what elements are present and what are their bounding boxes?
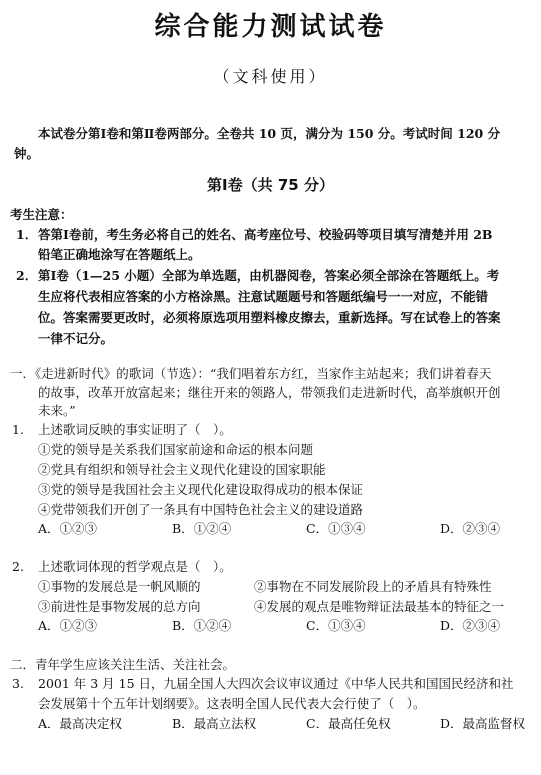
statement-item: ③党的领导是我国社会主义现代化建设取得成功的根本保证 — [38, 482, 364, 497]
section2-heading: 二．青年学生应该关注生活、关注社会。 — [10, 657, 236, 672]
choice-b[interactable]: B．①②④ — [172, 521, 232, 536]
note-line: 一律不记分。 — [38, 331, 114, 346]
choice-a[interactable]: A．①②③ — [38, 618, 98, 633]
choice-d[interactable]: D．最高监督权 — [440, 716, 526, 731]
choice-c[interactable]: C．①③④ — [306, 618, 366, 633]
note-number: 1． — [16, 227, 38, 242]
choice-b[interactable]: B．最高立法权 — [172, 716, 257, 731]
choice-c[interactable]: C．最高任免权 — [306, 716, 391, 731]
passage-line: 一．《走进新时代》的歌词（节选）：“我们唱着东方红，当家作主站起来；我们讲着春天 — [10, 366, 492, 381]
note-line: 第Ⅰ卷（1—25 小题）全部为单选题，由机器阅卷，答案必须全部涂在答题纸上。考 — [38, 268, 500, 283]
statement-item: ④发展的观点是唯物辩证法最基本的特征之一 — [254, 599, 505, 614]
question-stem: 会发展第十个五年计划纲要》。这表明全国人民代表大会行使了（ ）。 — [38, 696, 426, 711]
page-title: 综合能力测试试卷 — [154, 12, 387, 42]
notice-label: 考生注意： — [10, 207, 73, 222]
choice-a[interactable]: A．①②③ — [38, 521, 98, 536]
part1-heading: 第Ⅰ卷（共 75 分） — [207, 176, 334, 194]
choice-d[interactable]: D．②③④ — [440, 521, 501, 536]
question-number: 1. — [12, 422, 24, 437]
note-line: 答第Ⅰ卷前，考生务必将自己的姓名、高考座位号、校验码等项目填写清楚并用 2B — [38, 227, 493, 242]
passage-line: 未来。” — [38, 403, 76, 418]
question-number: 3. — [12, 676, 24, 691]
choice-c[interactable]: C．①③④ — [306, 521, 366, 536]
page-subtitle: （文科使用） — [213, 67, 328, 86]
intro-line-1: 本试卷分第Ⅰ卷和第Ⅱ卷两部分。全卷共 10 页，满分为 150 分。考试时间 120 分 — [38, 126, 501, 141]
passage-line: 的故事，改革开放富起来；继往开来的领路人，带领我们走进新时代，高举旗帜开创 — [38, 385, 501, 400]
note-line: 铅笔正确地涂写在答题纸上。 — [38, 247, 201, 262]
statement-item: ③前进性是事物发展的总方向 — [38, 599, 201, 614]
statement-item: ④党带领我们开创了一条具有中国特色社会主义的建设道路 — [38, 502, 364, 517]
statement-item: ②党具有组织和领导社会主义现代化建设的国家职能 — [38, 462, 326, 477]
question-number: 2. — [12, 559, 24, 574]
question-stem: 上述歌词体现的哲学观点是（ ）。 — [38, 559, 232, 574]
statement-item: ①党的领导是关系我们国家前途和命运的根本问题 — [38, 442, 314, 457]
choice-b[interactable]: B．①②④ — [172, 618, 232, 633]
note-line: 生应将代表相应答案的小方格涂黑。注意试题题号和答题纸编号一一对应，不能错 — [38, 289, 489, 304]
statement-item: ②事物在不同发展阶段上的矛盾具有特殊性 — [254, 579, 492, 594]
note-number: 2． — [16, 268, 38, 283]
question-stem: 2001 年 3 月 15 日，九届全国人大四次会议审议通过《中华人民共和国国民经济和社 — [38, 676, 514, 691]
choice-d[interactable]: D．②③④ — [440, 618, 501, 633]
intro-line-2: 钟。 — [14, 146, 40, 161]
note-line: 位。答案需要更改时，必须将原选项用塑料橡皮擦去，重新选择。写在试卷上的答案 — [38, 310, 501, 325]
choice-a[interactable]: A．最高决定权 — [38, 716, 123, 731]
statement-item: ①事物的发展总是一帆风顺的 — [38, 579, 201, 594]
question-stem: 上述歌词反映的事实证明了（ ）。 — [38, 422, 232, 437]
